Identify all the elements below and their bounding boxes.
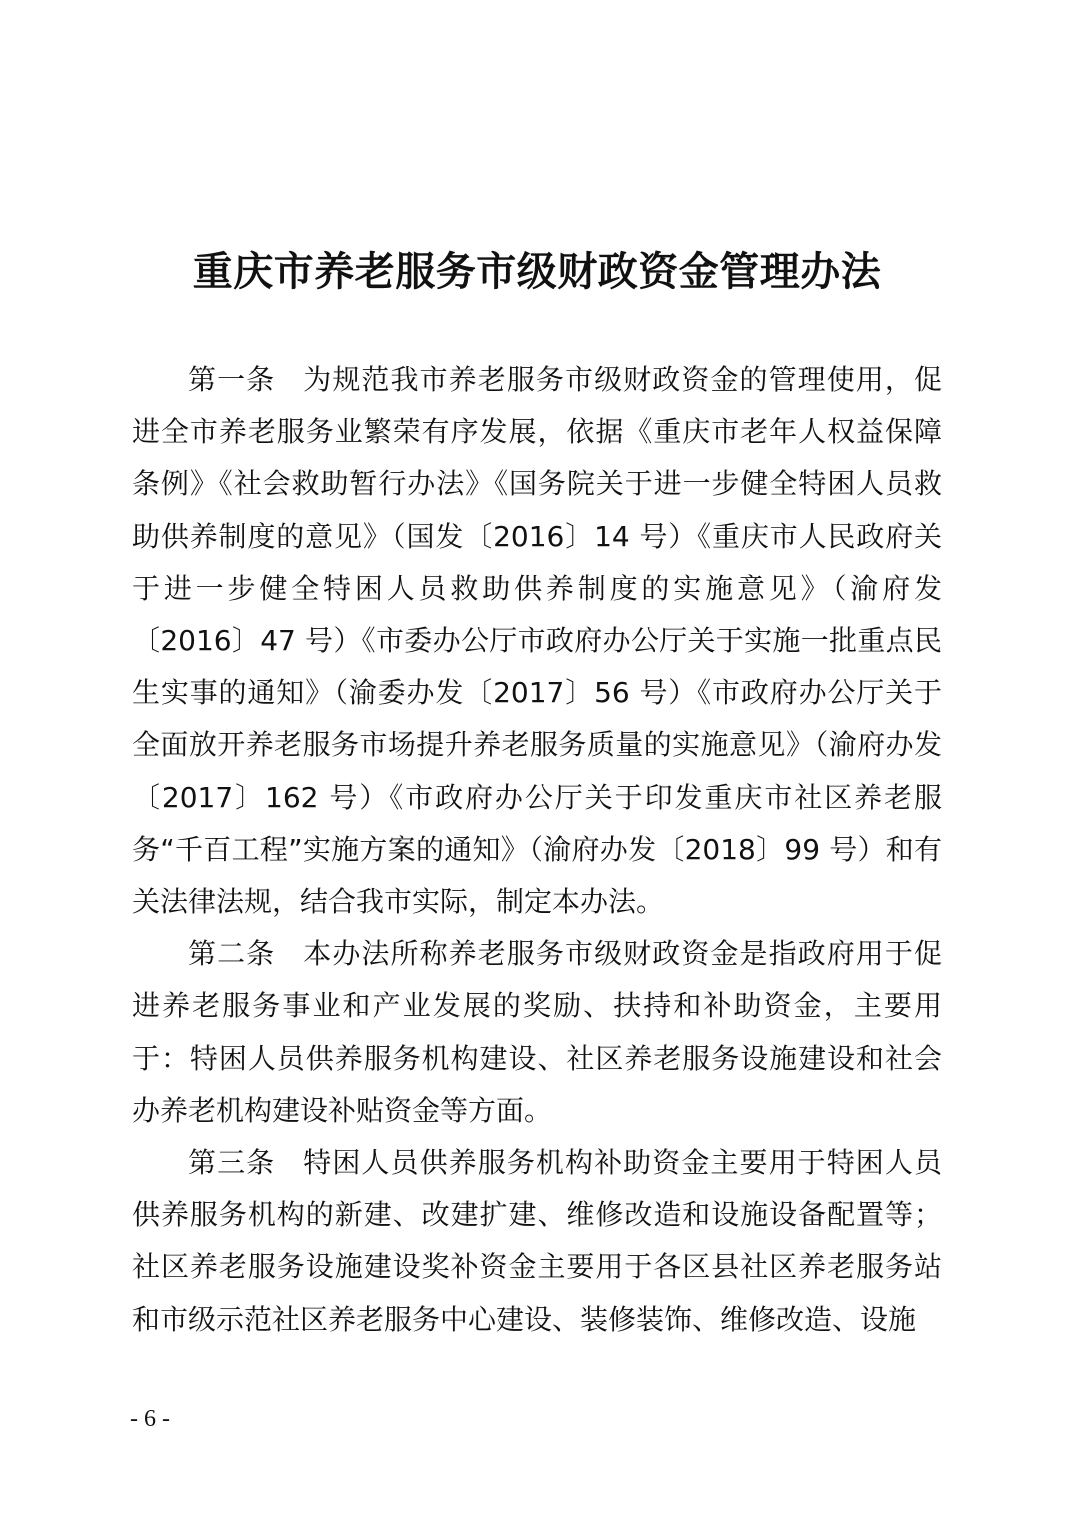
article-1-label: 第一条 — [188, 363, 276, 396]
page-number: - 6 - — [130, 1406, 170, 1432]
article-3-label: 第三条 — [188, 1146, 276, 1180]
article-1 — [132, 354, 942, 928]
document-title: 重庆市养老服务市级财政资金管理办法 — [192, 248, 882, 295]
article-2 — [132, 928, 942, 1137]
article-2-label: 第二条 — [188, 937, 276, 971]
article-3-text: 特困人员供养服务机构补助资金主要用于特困人员供养服务机构的新建、改建扩建、维修改造和设施设备配置等；社区养老服务设施建设奖补资金主要用于各区县社区养老服务站和市级示范社区养老服务中心建设、装修装饰、维修改造、设施 — [132, 1146, 942, 1336]
article-1-text: 为规范我市养老服务市级财政资金的管理使用，促进全市养老服务业繁荣有序发展，依据《重庆市老年人权益保障条例》《社会救助暂行办法》《国务院关于进一步健全特困人员救助供养制度的意见》（国发〔2016〕14 号）《重庆市人民政府关于进一步健全特困人员救助供养制度的实施意见》（渝府发〔2016〕47 号）《市委办公厅市政府办公厅关于实施一批重点民生实事的通知》（渝委办发〔2017〕56 号）《市政府办公厅关于全面放开养老服务市场提升养老服务质量的实施意见》（渝府办发〔2017〕162 号）《市政府办公厅关于印发重庆市社区养老服务“千百工程”实施方案的通知》（渝府办发〔2018〕99 号）和有关法律法规，结合我市实际，制定本办法。 — [132, 363, 942, 919]
document-body — [132, 354, 942, 1346]
article-3 — [132, 1137, 942, 1346]
article-2-text: 本办法所称养老服务市级财政资金是指政府用于促进养老服务事业和产业发展的奖励、扶持和补助资金，主要用于：特困人员供养服务机构建设、社区养老服务设施建设和社会办养老机构建设补贴资金等方面。 — [132, 937, 942, 1127]
